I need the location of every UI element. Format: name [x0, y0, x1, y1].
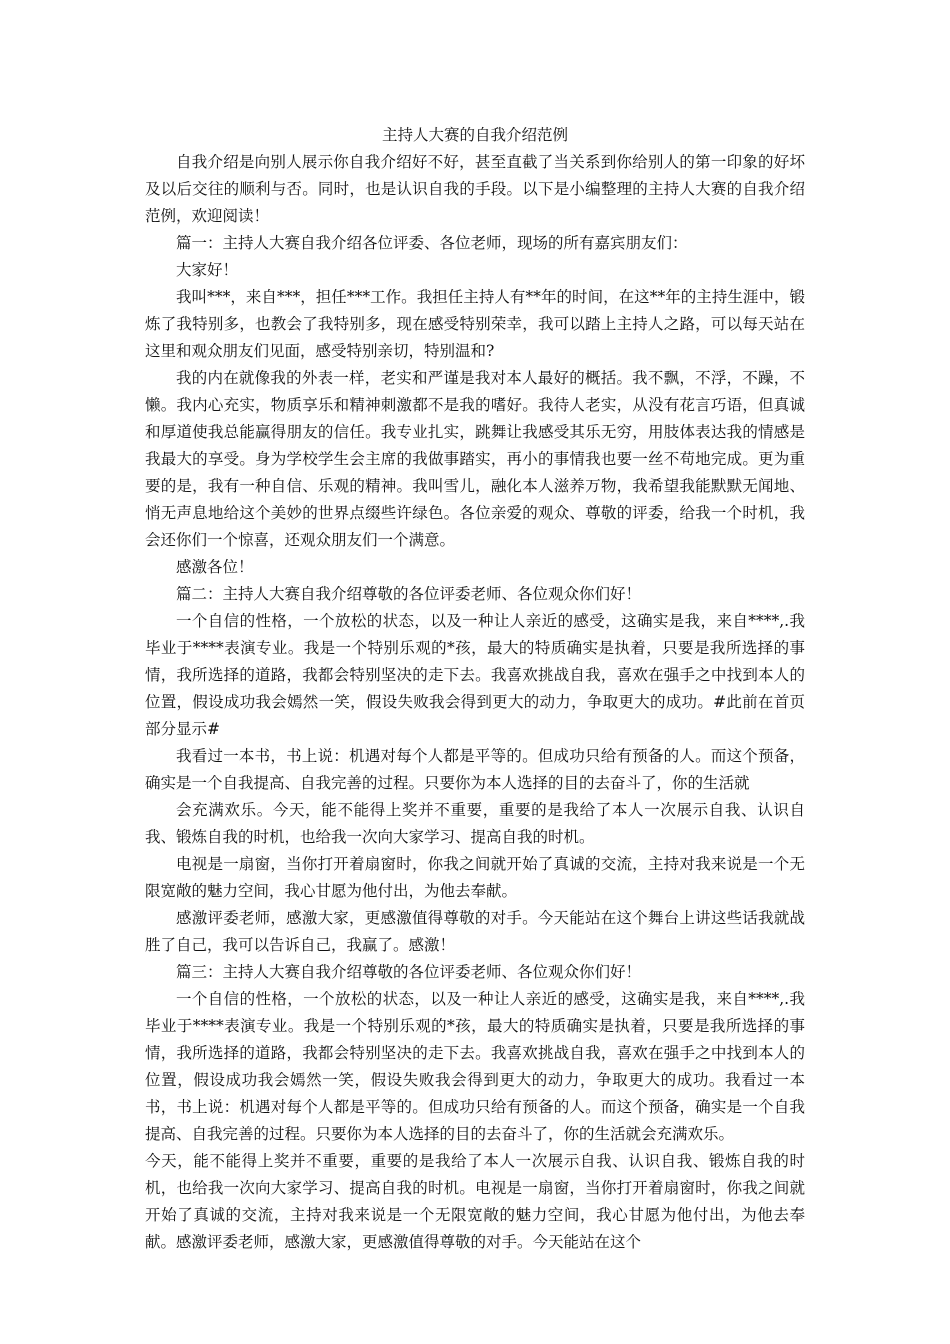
- document-body: [145, 122, 805, 1256]
- paragraph: 大家好！: [176, 261, 239, 279]
- paragraph: 一个自信的性格，一个放松的状态，以及一种让人亲近的感受，这确实是我，来自****,.我毕业于****表演专业。我是一个特别乐观的*孩，最大的特质确实是执着，只要是我所选择的事情，我所选择的道路，我都会特别坚决的走下去。我喜欢挑战自我，喜欢在强手之中找到本人的位置，假设成功我会嫣然一笑，假设失败我会得到更大的动力，争取更大的成功。#此前在首页部分显示#: [145, 612, 805, 738]
- section-heading-2: 篇二：主持人大赛自我介绍尊敬的各位评委老师、各位观众你们好！: [176, 585, 642, 603]
- paragraph: 感激评委老师，感激大家，更感激值得尊敬的对手。今天能站在这个舞台上讲这些话我就战胜了自己，我可以告诉自己，我赢了。感激！: [145, 909, 805, 954]
- paragraph: 会充满欢乐。今天，能不能得上奖并不重要，重要的是我给了本人一次展示自我、认识自我、锻炼自我的时机，也给我一次向大家学习、提高自我的时机。: [145, 801, 805, 846]
- paragraph-intro: 自我介绍是向别人展示你自我介绍好不好，甚至直截了当关系到你给别人的第一印象的好坏及以后交往的顺利与否。同时，也是认识自我的手段。以下是小编整理的主持人大赛的自我介绍范例，欢迎阅读！: [145, 153, 805, 225]
- paragraph: 我的内在就像我的外表一样，老实和严谨是我对本人最好的概括。我不飘，不浮，不躁，不懒。我内心充实，物质享乐和精神刺激都不是我的嗜好。我待人老实，从没有花言巧语，但真诚和厚道使我总能赢得朋友的信任。我专业扎实，跳舞让我感受其乐无穷，用肢体表达我的情感是我最大的享受。身为学校学生会主席的我做事踏实，再小的事情我也要一丝不苟地完成。更为重要的是，我有一种自信、乐观的精神。我叫雪儿，融化本人滋养万物，我希望我能默默无闻地、悄无声息地给这个美妙的世界点缀些许绿色。各位亲爱的观众、尊敬的评委，给我一个时机，我会还你们一个惊喜，还观众朋友们一个满意。: [145, 369, 805, 549]
- paragraph: 电视是一扇窗，当你打开着扇窗时，你我之间就开始了真诚的交流，主持对我来说是一个无限宽敞的魅力空间，我心甘愿为他付出，为他去奉献。: [145, 855, 805, 900]
- section-heading-1: 篇一：主持人大赛自我介绍各位评委、各位老师，现场的所有嘉宾朋友们：: [176, 234, 688, 252]
- paragraph: 我看过一本书，书上说：机遇对每个人都是平等的。但成功只给有预备的人。而这个预备，确实是一个自我提高、自我完善的过程。只要你为本人选择的目的去奋斗了，你的生活就: [145, 747, 805, 792]
- paragraph: 今天，能不能得上奖并不重要，重要的是我给了本人一次展示自我、认识自我、锻炼自我的时机，也给我一次向大家学习、提高自我的时机。电视是一扇窗，当你打开着扇窗时，你我之间就开始了真诚的交流，主持对我来说是一个无限宽敞的魅力空间，我心甘愿为他付出，为他去奉献。感激评委老师，感激大家，更感激值得尊敬的对手。今天能站在这个: [145, 1152, 805, 1251]
- paragraph: 一个自信的性格，一个放松的状态，以及一种让人亲近的感受，这确实是我，来自****,.我毕业于****表演专业。我是一个特别乐观的*孩，最大的特质确实是执着，只要是我所选择的事情，我所选择的道路，我都会特别坚决的走下去。我喜欢挑战自我，喜欢在强手之中找到本人的位置，假设成功我会嫣然一笑，假设失败我会得到更大的动力，争取更大的成功。我看过一本书，书上说：机遇对每个人都是平等的。但成功只给有预备的人。而这个预备，确实是一个自我提高、自我完善的过程。只要你为本人选择的目的去奋斗了，你的生活就会充满欢乐。: [145, 990, 805, 1143]
- document-title: 主持人大赛的自我介绍范例: [381, 126, 568, 144]
- paragraph: 感激各位！: [176, 558, 254, 576]
- section-heading-3: 篇三：主持人大赛自我介绍尊敬的各位评委老师、各位观众你们好！: [176, 963, 642, 981]
- paragraph: 我叫***，来自***，担任***工作。我担任主持人有**年的时间，在这**年的主持生涯中，锻炼了我特别多，也教会了我特别多，现在感受特别荣幸，我可以踏上主持人之路，可以每天站在这里和观众朋友们见面，感受特别亲切，特别温和?: [145, 288, 805, 360]
